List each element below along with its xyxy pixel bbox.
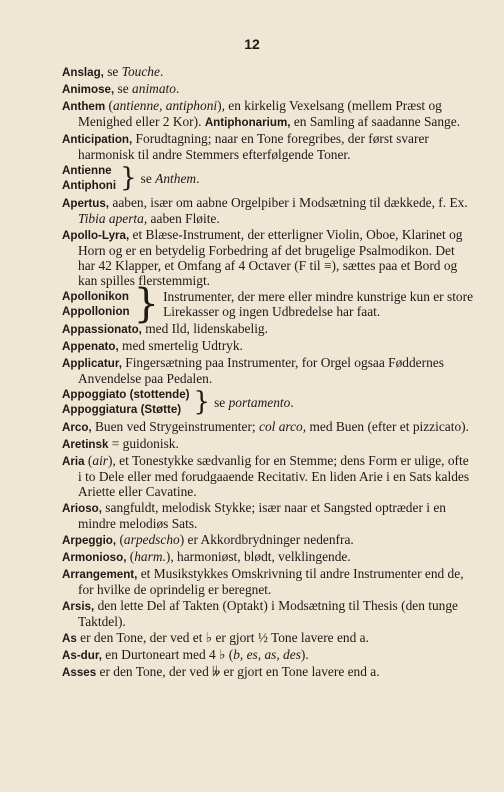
cross-reference: Anthem [155, 170, 197, 186]
definition-end: ) er Akkordbrydninger nedenfra. [179, 532, 354, 547]
notes-list: b, es, as, des [233, 647, 301, 662]
entry-arsis [62, 598, 474, 629]
headword: Anslag, [62, 66, 104, 79]
sub-headword: Antiphonarium, [204, 116, 291, 129]
headword: Asses [62, 666, 97, 679]
headword: As [62, 632, 77, 645]
example: Tibia aperta, [78, 211, 148, 226]
headword: Arsis, [62, 600, 95, 613]
definition-end: ). [300, 647, 309, 662]
term: col arco, [259, 419, 307, 434]
headword: Arco, [62, 421, 92, 434]
entry-apollo-lyra [62, 227, 474, 288]
definition: er den Tone, der ved 𝄫 er gjort en Tone lavere end a. [96, 664, 380, 679]
entry-asses [62, 664, 474, 680]
definition: den lette Del af Takten (Optakt) i Modsætning til Thesis (den tunge Taktdel). [78, 598, 458, 629]
entry-appassionato [62, 321, 474, 337]
brace-glyph: } [133, 281, 160, 327]
entry-arioso [62, 500, 474, 531]
entry-anticipation [62, 131, 474, 162]
definition-end: aaben Fløite. [147, 211, 220, 226]
entry-armonioso [62, 549, 474, 565]
headword: Anticipation, [62, 133, 133, 146]
entry-arrangement [62, 566, 474, 597]
headword: Antiphoni [62, 179, 117, 192]
definition: Forudtagning; naar en Tone foregribes, der først svarer harmonisk til andre Stemmers efterfølgende Toner. [78, 131, 429, 162]
entry-applicatur [62, 355, 474, 386]
entry-aria [62, 453, 474, 499]
entry-antienne [62, 163, 474, 193]
entry-aretinsk [62, 436, 474, 452]
definition: ( [126, 549, 135, 564]
definition: Buen ved Strygeinstrumenter; [91, 419, 259, 434]
headword: Appoggiatura (Støtte) [62, 403, 182, 416]
headword: Aretinsk [62, 438, 109, 451]
definition-end: ), en kirkelig Vexelsang (mellem Præst og Menighed eller 2 Kor). [78, 98, 442, 129]
cross-reference: animato [132, 81, 176, 96]
headword: Appollonion [62, 305, 130, 318]
headword: Armonioso, [62, 551, 127, 564]
definition: et Musikstykkes Omskrivning til andre Instrumenter end de, for hvilke de oprindelig er beregnet. [78, 566, 464, 597]
entry-as-dur [62, 647, 474, 663]
headword: Apertus, [62, 197, 110, 210]
entry-arpeggio [62, 532, 474, 548]
pronunciation: arpedscho [123, 532, 180, 547]
definition: sangfuldt, melodisk Stykke; især naar et Sangsted optræder i en mindre melodiøs Sats. [78, 500, 446, 531]
definition: en Durtoneart med 4 ♭ ( [101, 647, 234, 662]
definition: er den Tone, der ved et ♭ er gjort ½ Tone lavere end a. [76, 630, 369, 645]
entry-arco [62, 419, 474, 435]
headword: Arpeggio, [62, 534, 117, 547]
page-number: 12 [244, 36, 260, 52]
entry-anthem [62, 98, 474, 130]
definition-end: ), harmoniøst, blødt, velklingende. [165, 549, 351, 564]
definition: se [140, 170, 156, 186]
headword: Apollo-Lyra, [62, 229, 130, 242]
headword: Animose, [62, 83, 115, 96]
headword: As-dur, [62, 649, 102, 662]
definition: et Blæse-Instrument, der etterligner Violin, Oboe, Klarinet og Horn og er en betydelig Forbedring af det brugelige Psalmodikon. Det har 42 Klapper, et Omfang af 4 Octaver (F til ≡), sættes paa et Bord og kan spilles flerstemmigt. [78, 227, 463, 288]
definition-end: . [290, 394, 294, 410]
definition: Fingersætning paa Instrumenter, for Orgel ogsaa Føddernes Anvendelse paa Pedalen. [78, 355, 444, 386]
definition: se [114, 81, 133, 96]
entry-anslag [62, 64, 474, 80]
entry-apollonikon [62, 281, 474, 327]
entry-animose [62, 81, 474, 97]
headword: Apollonikon [62, 290, 129, 303]
synonym: air [92, 453, 109, 468]
definition: se [214, 394, 229, 410]
cross-reference: Touche [121, 64, 160, 79]
entry-apertus [62, 195, 474, 226]
definition: ( [84, 453, 93, 468]
headword: Anthem [62, 100, 106, 113]
headword: Arioso, [62, 502, 102, 515]
headword: Applicatur, [62, 357, 122, 370]
definition-end: med Buen (efter et pizzicato). [306, 419, 469, 434]
brace-glyph: } [193, 387, 211, 417]
abbreviation: harm. [134, 549, 166, 564]
entry-appoggiato [62, 387, 474, 417]
entry-appenato [62, 338, 474, 354]
definition: = guidonisk. [108, 436, 179, 451]
definition: ( [116, 532, 124, 547]
definition-end: . [159, 64, 164, 79]
headword: Appassionato, [62, 323, 142, 336]
sub-definition: en Samling af saadanne Sange. [290, 114, 461, 129]
headword: Antienne [62, 164, 112, 177]
headword: Aria [62, 455, 85, 468]
entry-as [62, 630, 474, 646]
definition: med smertelig Udtryk. [118, 338, 243, 353]
cross-reference: portamento [228, 394, 291, 410]
dictionary-column [62, 64, 474, 681]
definition: Instrumenter, der mere eller mindre kunstrige kun er store Lirekasser og ingen Udbredelse har faat. [163, 289, 474, 319]
headword: Arrangement, [62, 568, 138, 581]
headword: Appoggiato (stottende) [62, 388, 190, 401]
definition: se [103, 64, 122, 79]
definition-end: ), et Tonestykke sædvanlig for en Stemme; dens Form er ulige, ofte i to Dele eller med forudgaaende Recitativ. En liden Arie i en Sats kaldes Ariette eller Cavatine. [78, 453, 470, 499]
synonyms: antienne, antiphoni [112, 98, 218, 113]
brace-glyph: } [120, 163, 137, 193]
definition: aaben, især om aabne Orgelpiber i Modsætning til dækkede, f. Ex. [109, 195, 468, 210]
definition-end: . [175, 81, 180, 96]
headword: Appenato, [62, 340, 119, 353]
definition: med Ild, lidenskabelig. [141, 321, 268, 336]
definition: ( [105, 98, 113, 113]
definition-end: . [196, 170, 200, 186]
